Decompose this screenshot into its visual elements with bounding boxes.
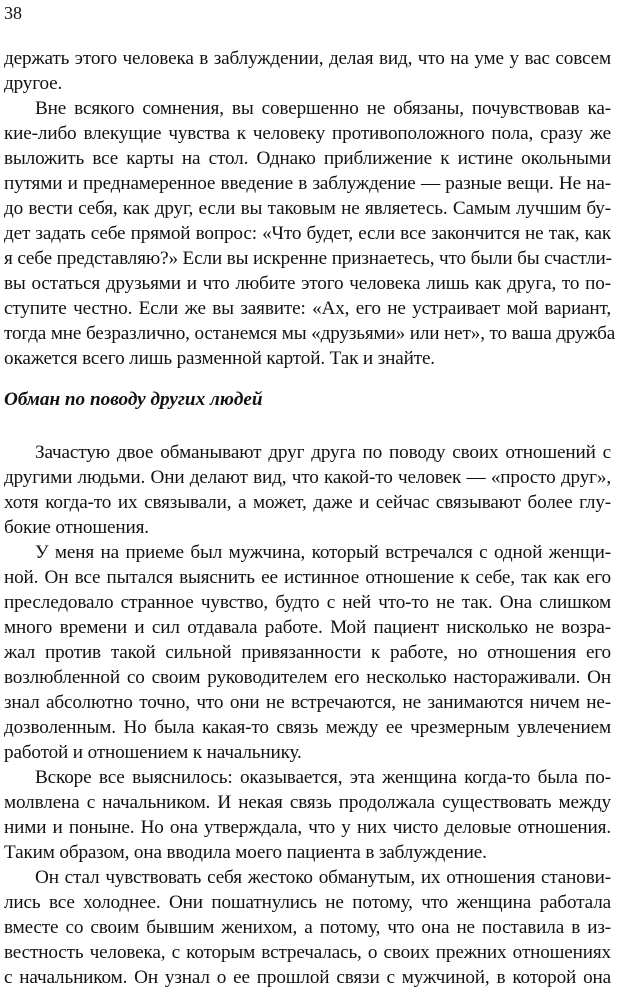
text-line: тогда мне безразлично, останемся мы «друзьями» или нет», то ваша дружба bbox=[4, 323, 616, 344]
text-line: много времени и сил отдавала работе. Мой пациент нисколько не возра- bbox=[4, 617, 611, 638]
text-line: держать этого человека в заблуждении, делая вид, что на уме у вас совсем bbox=[4, 48, 611, 69]
text-line: Вскоре все выяснилось: оказывается, эта женщина когда-то была по- bbox=[35, 767, 611, 788]
text-line: жал против такой сильной привязанности к работе, но отношения его bbox=[4, 642, 611, 663]
text-line: выложить все карты на стол. Однако приближение к истине окольными bbox=[4, 148, 611, 169]
text-line: дет задать себе прямой вопрос: «Что будет, если все закончится не так, как bbox=[4, 223, 611, 244]
text-line: я себе представляю?» Если вы искренне признаетесь, что были бы счастли- bbox=[4, 248, 612, 269]
text-line: У меня на приеме был мужчина, который встречался с одной женщи- bbox=[35, 542, 611, 563]
text-line: работой и отношением к начальнику. bbox=[4, 742, 302, 763]
text-line: дозволенным. Но была какая-то связь между ее чрезмерным увлечением bbox=[4, 717, 611, 738]
text-line: молвлена с начальником. И некая связь продолжала существовать между bbox=[4, 792, 611, 813]
text-line: возлюбленной со своим руководителем его несколько настораживали. Он bbox=[4, 667, 611, 688]
text-line: вы остаться друзьями и что любите этого человека лишь как друга, то по- bbox=[4, 273, 611, 294]
page-number: 38 bbox=[4, 3, 22, 23]
text-line: другое. bbox=[4, 73, 63, 94]
text-line: ной. Он все пытался выяснить ее истинное отношение к себе, так как его bbox=[4, 567, 611, 588]
text-line: ступите честно. Если же вы заявите: «Ах, его не устраивает мой вариант, bbox=[4, 298, 611, 319]
text-line: лись все холоднее. Они пошатнулись не потому, что женщина работала bbox=[4, 892, 611, 913]
text-line: Вне всякого сомнения, вы совершенно не обязаны, почувствовав ка- bbox=[35, 98, 611, 119]
text-line: вестность человека, с которым встречалась, о своих прежних отношениях bbox=[4, 942, 611, 963]
text-line: кие-либо влекущие чувства к человеку противоположного пола, сразу же bbox=[4, 123, 611, 144]
text-line: другими людьми. Они делают вид, что какой-то человек — «просто друг», bbox=[4, 467, 611, 488]
section-heading: Обман по поводу других людей bbox=[4, 389, 263, 410]
text-line: знал абсолютно точно, что они не встречаются, не занимаются ничем не- bbox=[4, 692, 611, 713]
text-line: преследовало странное чувство, будто с ней что-то не так. Она слишком bbox=[4, 592, 611, 613]
text-line: Зачастую двое обманывают друг друга по поводу своих отношений с bbox=[35, 442, 611, 463]
text-line: до вести себя, как друг, если вы таковым не являетесь. Самым лучшим бу- bbox=[4, 198, 611, 219]
text-line: с начальником. Он узнал о ее прошлой связи с мужчиной, в которой она bbox=[4, 967, 611, 988]
text-line: бокие отношения. bbox=[4, 517, 149, 538]
text-line: Он стал чувствовать себя жестоко обманутым, их отношения станови- bbox=[35, 867, 611, 888]
text-line: вместе со своим бывшим женихом, а потому, что она не поставила в из- bbox=[4, 917, 611, 938]
text-line: ними и поныне. Но она утверждала, что у них чисто деловые отношения. bbox=[4, 817, 611, 838]
text-line: Таким образом, она вводила моего пациента в заблуждение. bbox=[4, 842, 487, 863]
text-line: путями и преднамеренное введение в заблуждение — разные вещи. Не на- bbox=[4, 173, 611, 194]
text-line: хотя когда-то их связывали, а может, даже и сейчас связывают более глу- bbox=[4, 492, 611, 513]
text-line: окажется всего лишь разменной картой. Так и знайте. bbox=[4, 348, 435, 369]
